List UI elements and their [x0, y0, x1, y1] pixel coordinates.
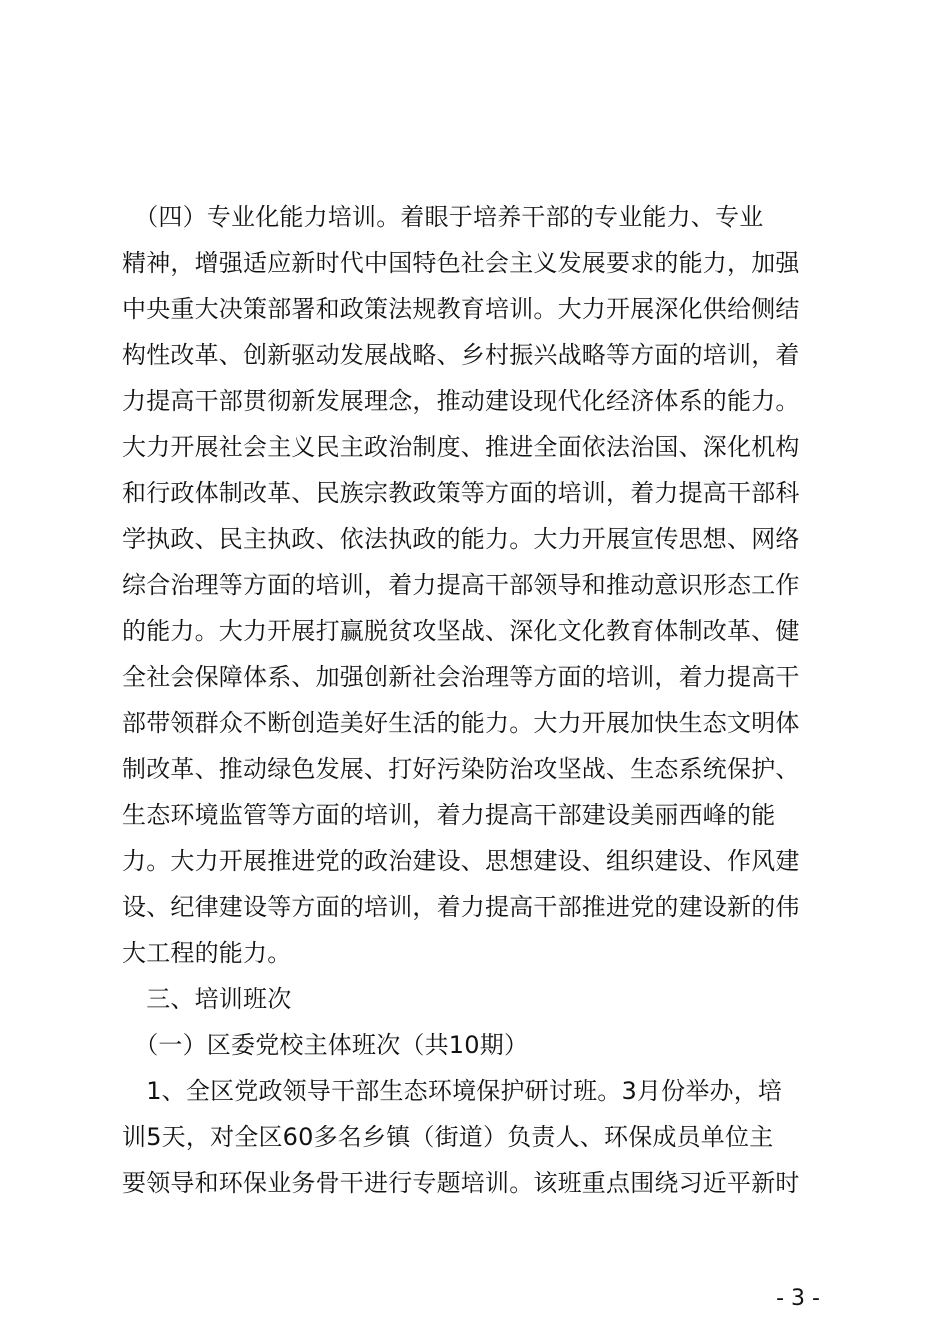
text-line: 构性改革、创新驱动发展战略、乡村振兴战略等方面的培训，着 — [122, 341, 800, 369]
text-line: 和行政体制改革、民族宗教政策等方面的培训，着力提高干部科 — [122, 479, 800, 507]
text-line: 中央重大决策部署和政策法规教育培训。大力开展深化供给侧结 — [122, 295, 800, 323]
text-line: 大工程的能力。 — [122, 939, 292, 967]
text-line: 大力开展社会主义民主政治制度、推进全面依法治国、深化机构 — [122, 433, 800, 461]
section-heading: 三、培训班次 — [122, 985, 292, 1013]
text-line: （四）专业化能力培训。着眼于培养干部的专业能力、专业 — [122, 203, 764, 231]
text-line: 综合治理等方面的培训，着力提高干部领导和推动意识形态工作 — [122, 571, 800, 599]
text-line: 学执政、民主执政、依法执政的能力。大力开展宣传思想、网络 — [122, 525, 800, 553]
page-number: - 3 - — [776, 1286, 820, 1311]
text-line: 1、全区党政领导干部生态环境保护研讨班。3月份举办，培 — [122, 1077, 783, 1105]
text-line: 要领导和环保业务骨干进行专题培训。该班重点围绕习近平新时 — [122, 1169, 800, 1197]
text-line: 精神，增强适应新时代中国特色社会主义发展要求的能力，加强 — [122, 249, 800, 277]
text-line: 的能力。大力开展打赢脱贫攻坚战、深化文化教育体制改革、健 — [122, 617, 800, 645]
text-line: 力。大力开展推进党的政治建设、思想建设、组织建设、作风建 — [122, 847, 800, 875]
text-line: 力提高干部贯彻新发展理念，推动建设现代化经济体系的能力。 — [122, 387, 800, 415]
text-line: 设、纪律建设等方面的培训，着力提高干部推进党的建设新的伟 — [122, 893, 800, 921]
body-text — [122, 194, 822, 1206]
text-line: 制改革、推动绿色发展、打好污染防治攻坚战、生态系统保护、 — [122, 755, 800, 783]
text-line: 部带领群众不断创造美好生活的能力。大力开展加快生态文明体 — [122, 709, 800, 737]
subsection-heading: （一）区委党校主体班次（共10期） — [122, 1031, 529, 1059]
text-line: 全社会保障体系、加强创新社会治理等方面的培训，着力提高干 — [122, 663, 800, 691]
text-line: 训5天，对全区60多名乡镇（街道）负责人、环保成员单位主 — [122, 1123, 774, 1151]
text-line: 生态环境监管等方面的培训，着力提高干部建设美丽西峰的能 — [122, 801, 776, 829]
